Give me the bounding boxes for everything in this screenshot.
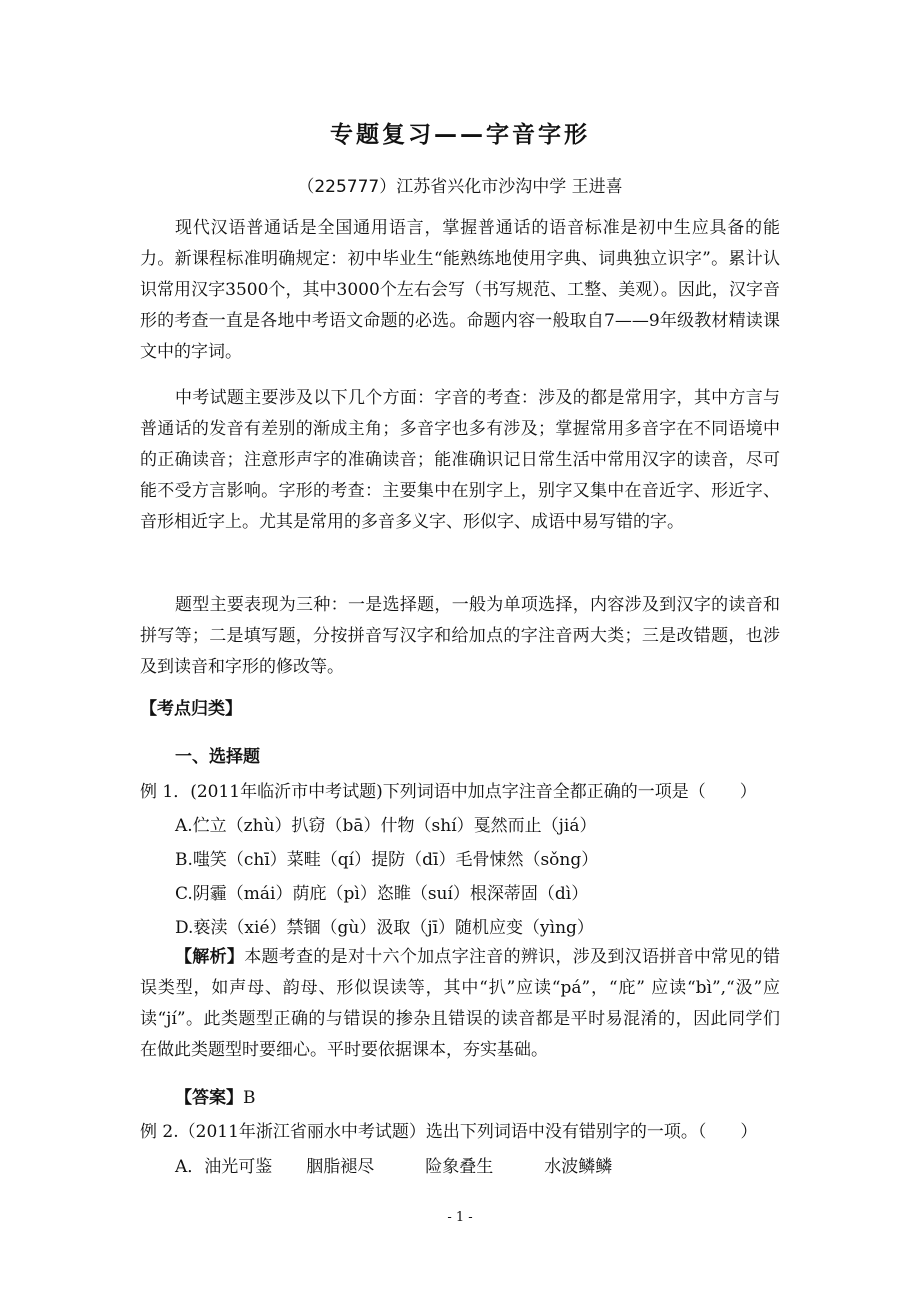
example1-question: 例 1．(2011年临沂市中考试题)下列词语中加点字注音全都正确的一项是（ ） [140,782,757,802]
example1-answer [175,1083,256,1108]
example1-option-a: A.伫立（zhù）扒窃（bā）什物（shí）戛然而止（jiá） [175,816,597,836]
example1-option-c: C.阴霾（mái）荫庇（pì）恣睢（suí）根深蒂固（dì） [175,884,589,904]
example2-question: 例 2.（2011年浙江省丽水中考试题）选出下列词语中没有错别字的一项。（ ） [140,1122,758,1142]
example1-analysis [140,942,780,1066]
analysis-text: 本题考查的是对十六个加点字注音的辨识，涉及到汉语拼音中常见的错误类型，如声母、韵母、形似误读等，其中“扒”应读“pá”，“庇” 应读“bì”,“汲”应读“jí”。此类题型正确的与错误的掺杂且错误的读音都是平时易混淆的，因此同学们在做此类题型时要细心。平时要依据课本，夯实基础。 [140,947,781,1060]
exam-aspects-paragraph: 中考试题主要涉及以下几个方面：字音的考查：涉及的都是常用字，其中方言与普通话的发音有差别的渐成主角；多音字也多有涉及；掌握常用多音字在不同语境中的正确读音；注意形声字的准确读音；能准确识记日常生活中常用汉字的读音，尽可能不受方言影响。字形的考查：主要集中在别字上，别字又集中在音近字、形近字、音形相近字上。尤其是常用的多音多义字、形似字、成语中易写错的字。 [140,388,780,532]
example1-option-b: B.嗤笑（chī）菜畦（qí）提防（dī）毛骨悚然（sǒng） [175,850,599,870]
subsection-heading: 一、选择题 [175,747,260,767]
intro-paragraph: 现代汉语普通话是全国通用语言，掌握普通话的语音标准是初中生应具备的能力。新课程标准明确规定：初中毕业生“能熟练地使用字典、词典独立识字”。累计认识常用汉字3500个，其中3000个左右会写（书写规范、工整、美观）。因此，汉字音形的考查一直是各地中考语文命题的必选。命题内容一般取自7——9年级教材精读课文中的字词。 [140,218,780,362]
example1-option-d: D.亵渎（xié）禁锢（gù）汲取（jī）随机应变（yìng） [175,918,594,938]
section-heading: 【考点归类】 [140,699,242,719]
author-line: （225777）江苏省兴化市沙沟中学 王进喜 [297,177,623,197]
page-number: - 1 - [447,1210,473,1225]
question-types-paragraph: 题型主要表现为三种：一是选择题，一般为单项选择，内容涉及到汉字的读音和拼写等；二是填写题，分按拼音写汉字和给加点的字注音两大类；三是改错题，也涉及到读音和字形的修改等。 [140,595,780,677]
document-title: 专题复习——字音字形 [330,122,590,148]
analysis-label: 【解析】 [175,947,245,967]
example2-option-a: A．油光可鉴 胭脂褪尽 险象叠生 水波鳞鳞 [175,1157,613,1177]
answer-value: B [243,1088,256,1108]
answer-label: 【答案】 [175,1088,243,1108]
